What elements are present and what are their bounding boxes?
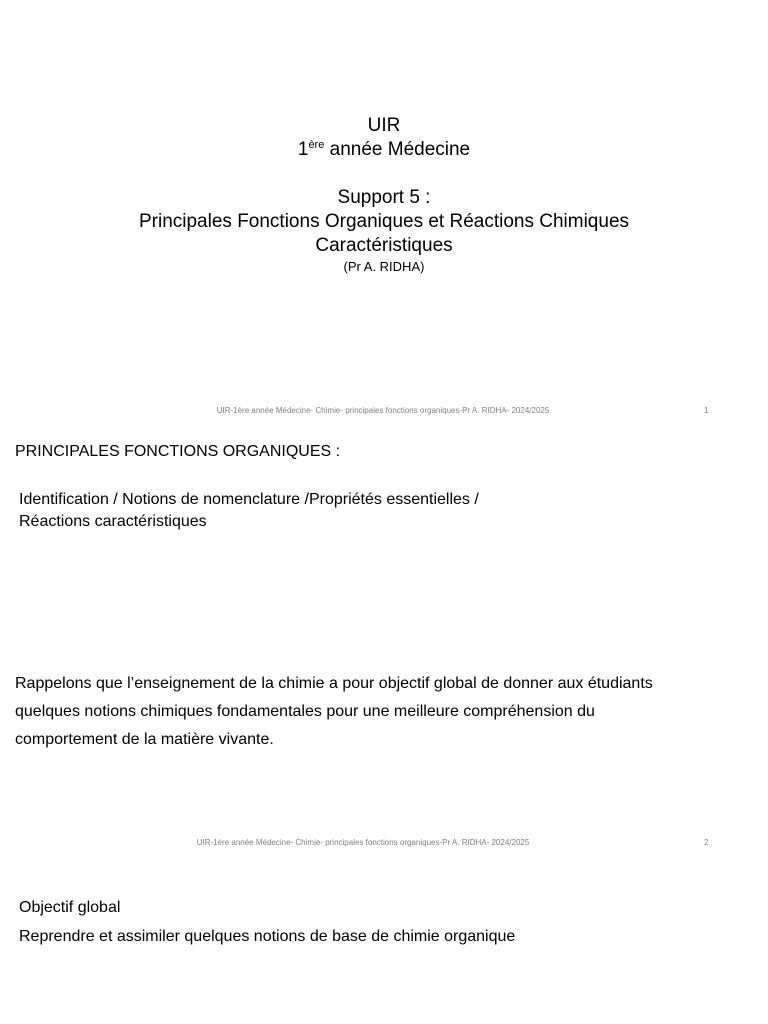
slide-footer: UIR-1ère année Médecine- Chimie- principales fonctions organiques-Pr A. RIDHA- 2024/2025 (216, 406, 550, 415)
support-number: Support 5 : (337, 187, 431, 208)
year-number: 1 (297, 139, 309, 160)
slide-3 (0, 860, 768, 1024)
year-label: année Médecine (324, 139, 471, 160)
slide-footer: UIR-1ère année Médecine- Chimie- principales fonctions organiques-Pr A. RIDHA- 2024/2025 (196, 838, 530, 847)
paragraph-line: comportement de la matière vivante. (15, 731, 274, 748)
academic-year (0, 138, 768, 162)
title-block (0, 114, 768, 276)
page-number: 1 (704, 406, 709, 415)
topics-line-2: Réactions caractéristiques (19, 513, 207, 530)
page-number: 2 (704, 838, 709, 847)
course-title-line-1: Principales Fonctions Organiques et Réactions Chimiques (138, 211, 630, 232)
section-heading: PRINCIPALES FONCTIONS ORGANIQUES : (15, 443, 341, 460)
slide-2 (0, 430, 768, 860)
paragraph-line: quelques notions chimiques fondamentales pour une meilleure compréhension du (15, 703, 595, 720)
paragraph-line: Rappelons que l’enseignement de la chimie a pour objectif global de donner aux étudiants (15, 675, 653, 692)
course-title-line-2: Caractéristiques (315, 235, 453, 256)
objective-text: Reprendre et assimiler quelques notions de base de chimie organique (19, 928, 516, 945)
slide-1 (0, 0, 768, 430)
objective-heading: Objectif global (19, 899, 121, 916)
year-superscript: ère (308, 139, 325, 151)
topics-line-1: Identification / Notions de nomenclature /Propriétés essentielles / (19, 491, 479, 508)
intro-paragraph (15, 670, 755, 754)
author: (Pr A. RIDHA) (343, 259, 425, 274)
institution-name: UIR (367, 115, 401, 136)
